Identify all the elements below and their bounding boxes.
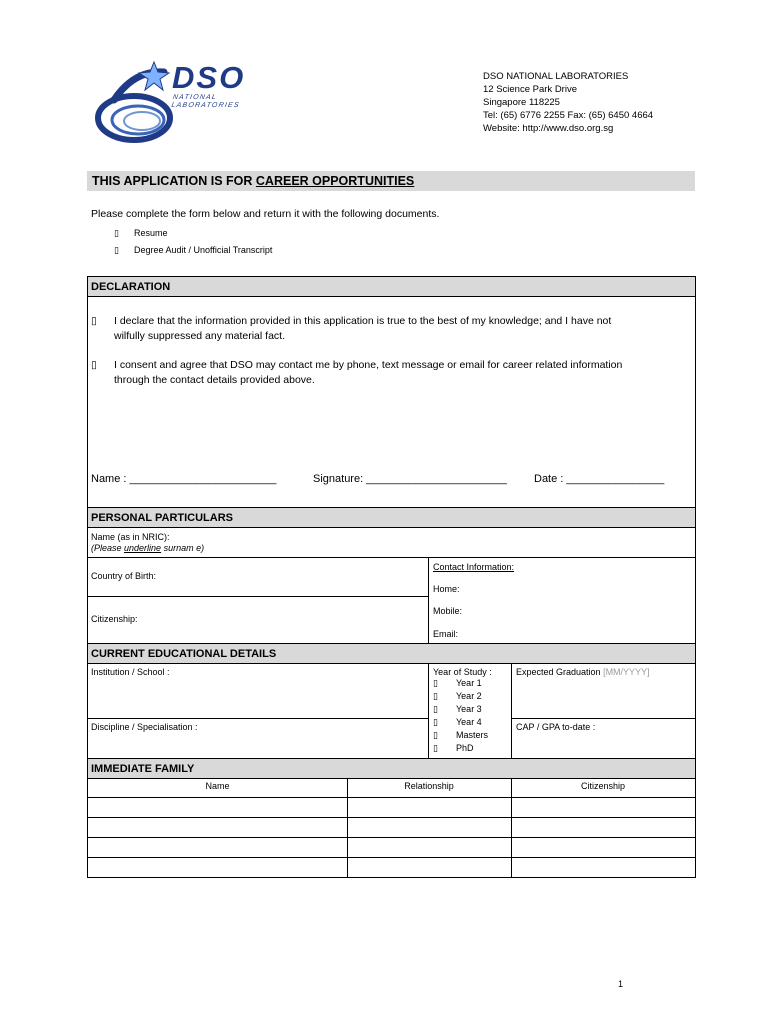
signature-field[interactable]: Signature: _______________________ <box>313 473 507 485</box>
home-phone-field[interactable]: Home: <box>433 584 460 594</box>
year-label: Year 3 <box>456 704 482 714</box>
contact-info-heading: Contact Information: <box>433 562 515 572</box>
surname-note <box>91 543 204 553</box>
page-number: 1 <box>618 979 624 989</box>
year-label: Year 2 <box>456 691 482 701</box>
divider <box>88 718 428 719</box>
website: Website: http://www.dso.org.sg <box>483 123 614 134</box>
phone-fax: Tel: (65) 6776 2255 Fax: (65) 6450 4664 <box>483 110 654 121</box>
grad-label: Expected Graduation <box>516 667 604 677</box>
column-header-relationship: Relationship <box>404 781 454 791</box>
declaration-text: I declare that the information provided in this application is true to the best of my knowledge; and I have not <box>114 315 612 327</box>
document-item-transcript <box>114 245 272 256</box>
intro-text: Please complete the form below and return it with the following documents. <box>91 208 440 220</box>
banner-purpose: CAREER OPPORTUNITIES <box>255 174 415 188</box>
checkbox-icon[interactable]: ▯ <box>433 691 438 701</box>
year-of-study-label: Year of Study : <box>433 667 492 677</box>
year-option[interactable] <box>433 730 488 743</box>
year-options <box>433 678 488 756</box>
table-row[interactable] <box>88 837 695 838</box>
city: Singapore 118225 <box>483 97 560 108</box>
divider <box>511 664 512 758</box>
date-field[interactable]: Date : ________________ <box>534 473 665 485</box>
education-heading: CURRENT EDUCATIONAL DETAILS <box>88 644 695 664</box>
checkbox-icon[interactable]: ▯ <box>433 730 438 740</box>
cap-gpa-field[interactable]: CAP / GPA to-date : <box>516 722 596 732</box>
year-option[interactable] <box>433 678 488 691</box>
checkbox-icon[interactable]: ▯ <box>433 717 438 727</box>
divider <box>511 779 512 877</box>
column-header-citizenship: Citizenship <box>580 781 626 791</box>
checkbox-icon[interactable]: ▯ <box>114 245 119 255</box>
year-label: PhD <box>456 743 474 753</box>
note-text: (Please <box>91 543 125 553</box>
declaration-text: through the contact details provided above. <box>114 373 315 386</box>
declaration-text: I consent and agree that DSO may contact me by phone, text message or email for career related information <box>114 359 623 371</box>
email-field[interactable]: Email: <box>433 629 459 639</box>
declaration-heading: DECLARATION <box>88 277 695 297</box>
year-label: Masters <box>456 730 489 740</box>
divider <box>428 664 429 758</box>
banner-prefix: THIS APPLICATION IS FOR <box>92 174 256 188</box>
logo-sub-line1: NATIONAL <box>172 94 218 101</box>
year-option[interactable] <box>433 717 488 730</box>
application-banner <box>87 171 695 191</box>
logo-wordmark: DSO <box>172 60 246 95</box>
grad-hint: [MM/YYYY] <box>603 667 650 677</box>
declaration-text: wilfully suppressed any material fact. <box>114 329 285 342</box>
family-heading: IMMEDIATE FAMILY <box>88 759 695 779</box>
document-item-resume <box>114 228 168 239</box>
checkbox-icon[interactable]: ▯ <box>433 743 438 753</box>
citizenship-field[interactable]: Citizenship: <box>91 614 138 624</box>
note-text: surnam e) <box>161 543 205 553</box>
year-label: Year 1 <box>456 678 482 688</box>
declaration-checkbox-2[interactable]: ▯ <box>91 359 97 371</box>
declaration-item-1 <box>114 314 611 343</box>
country-of-birth-field[interactable]: Country of Birth: <box>91 571 157 581</box>
checkbox-icon[interactable]: ▯ <box>114 228 119 238</box>
declaration-checkbox-1[interactable]: ▯ <box>91 315 97 327</box>
divider <box>511 718 695 719</box>
street: 12 Science Park Drive <box>483 84 577 95</box>
personal-heading: PERSONAL PARTICULARS <box>88 508 695 528</box>
checkbox-icon[interactable]: ▯ <box>433 704 438 714</box>
logo-sub-line2: LABORATORIES <box>170 102 241 109</box>
declaration-name-field[interactable]: Name : ________________________ <box>91 473 277 485</box>
document-label: Degree Audit / Unofficial Transcript <box>134 245 273 255</box>
year-option[interactable] <box>433 691 488 704</box>
checkbox-icon[interactable]: ▯ <box>433 678 438 688</box>
table-row[interactable] <box>88 857 695 858</box>
table-row[interactable] <box>88 817 695 818</box>
note-underline: underline <box>124 543 162 553</box>
logo-subtitle <box>171 94 242 110</box>
table-row[interactable] <box>88 797 695 798</box>
declaration-item-2 <box>114 358 622 387</box>
institution-field[interactable]: Institution / School : <box>91 667 170 677</box>
nric-name-label: Name (as in NRIC): <box>91 532 170 542</box>
mobile-field[interactable]: Mobile: <box>433 606 463 616</box>
divider <box>428 557 429 643</box>
document-label: Resume <box>134 228 168 238</box>
org-name: DSO NATIONAL LABORATORIES <box>483 71 629 82</box>
address-block <box>483 70 653 135</box>
year-label: Year 4 <box>456 717 482 727</box>
year-option[interactable] <box>433 743 488 756</box>
column-header-name: Name <box>205 781 230 791</box>
discipline-field[interactable]: Discipline / Specialisation : <box>91 722 198 732</box>
divider <box>88 557 695 558</box>
expected-graduation-field[interactable] <box>516 667 650 677</box>
divider <box>88 596 428 597</box>
year-option[interactable] <box>433 704 488 717</box>
divider <box>347 779 348 877</box>
